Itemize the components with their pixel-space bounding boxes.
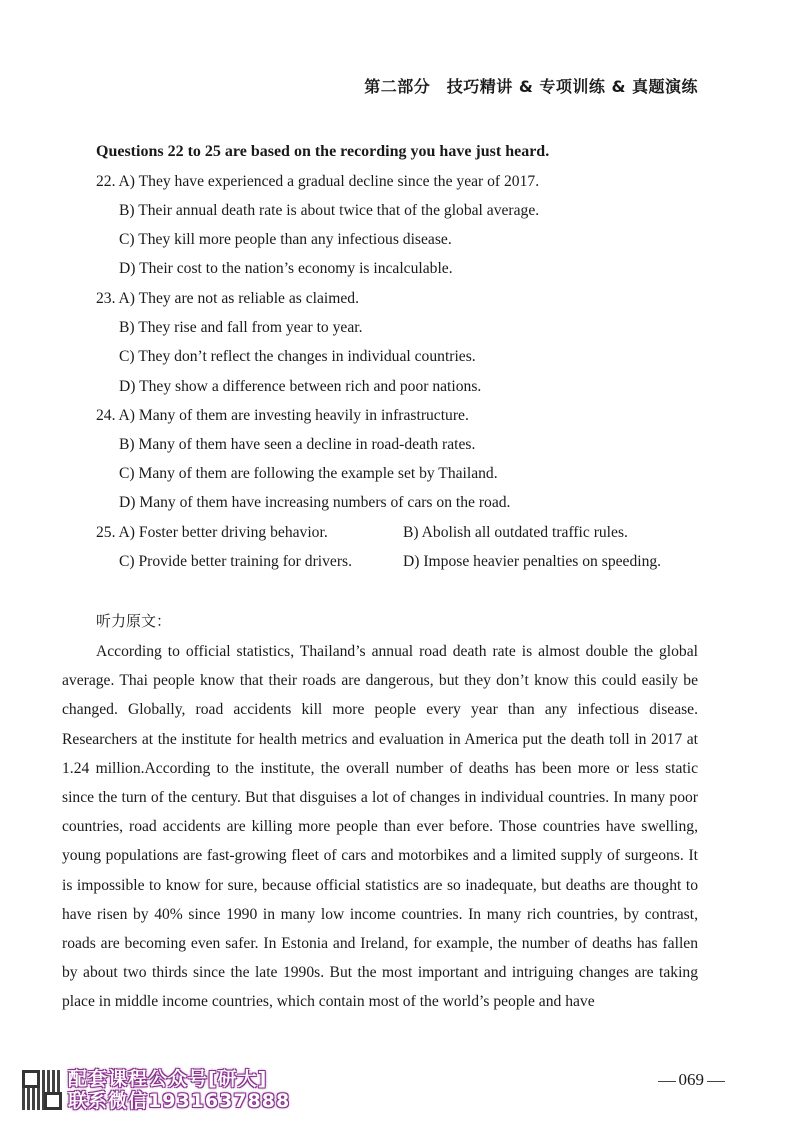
question-number: 23. — [96, 290, 116, 307]
question-25-option-b: B) Abolish all outdated traffic rules. — [403, 524, 628, 541]
question-23-option-c: C) They don’t reflect the changes in individual countries. — [119, 348, 476, 365]
page-header-title: 第二部分 技巧精讲 & 专项训练 & 真题演练 — [364, 77, 698, 96]
question-24-option-a: 24. A) Many of them are investing heavily in infrastructure. — [96, 407, 469, 424]
question-25-option-c: C) Provide better training for drivers. — [119, 553, 352, 570]
question-22-option-d: D) Their cost to the nation’s economy is incalculable. — [119, 260, 453, 277]
question-23-option-b: B) They rise and fall from year to year. — [119, 319, 363, 336]
question-22-option-a: 22. A) They have experienced a gradual decline since the year of 2017. — [96, 173, 540, 190]
footer-watermark — [22, 1068, 290, 1112]
question-number: 24. — [96, 407, 116, 424]
question-number: 25. — [96, 524, 116, 541]
questions-heading: Questions 22 to 25 are based on the recording you have just heard. — [96, 143, 550, 160]
question-25-option-d: D) Impose heavier penalties on speeding. — [403, 553, 662, 570]
question-24-option-d: D) Many of them have increasing numbers of cars on the road. — [119, 494, 511, 511]
question-22-option-b: B) Their annual death rate is about twice that of the global average. — [119, 202, 540, 219]
transcript-label: 听力原文： — [96, 612, 172, 630]
question-24-option-b: B) Many of them have seen a decline in road-death rates. — [119, 436, 476, 453]
question-23-option-a: 23. A) They are not as reliable as claimed. — [96, 290, 359, 307]
watermark-line-1: 配套课程公众号[研大] — [68, 1068, 268, 1090]
qr-code-icon — [22, 1070, 62, 1110]
question-23-option-d: D) They show a difference between rich and poor nations. — [119, 378, 482, 395]
question-25-option-a: 25. A) Foster better driving behavior. — [96, 524, 328, 541]
question-24-option-c: C) Many of them are following the example set by Thailand. — [119, 465, 498, 482]
question-number: 22. — [96, 173, 116, 190]
transcript-passage: According to official statistics, Thailand’s annual road death rate is almost double the global average. Thai people know that their roads are dangerous, but they don’t know this could easily be changed. Globally, road accidents kill more people every year than any infectious disease. Researchers at the institute for health metrics and evaluation in America put the death toll in 2017 at 1.24 million.According to the institute, the overall number of deaths has been more or less static since the turn of the century. But that disguises a lot of changes in individual countries. In many poor countries, road accidents are killing more people than ever before. Those countries have swelling, young populations are fast-growing fleet of cars and motorbikes and a limited supply of surgeons. It is impossible to know for sure, because official statistics are so inadequate, but deaths are thought to have risen by 40% since 1990 in many low income countries. In many rich countries, by contrast, roads are becoming even safer. In Estonia and Ireland, for example, the number of deaths has fallen by about two thirds since the late 1990s. But the most important and intriguing changes are taking place in middle income countries, which contain most of the world’s people and have — [62, 643, 698, 1011]
page-number: 069 — [655, 1070, 729, 1090]
question-22-option-c: C) They kill more people than any infectious disease. — [119, 231, 452, 248]
watermark-line-2: 联系微信1931637888 — [68, 1090, 291, 1112]
